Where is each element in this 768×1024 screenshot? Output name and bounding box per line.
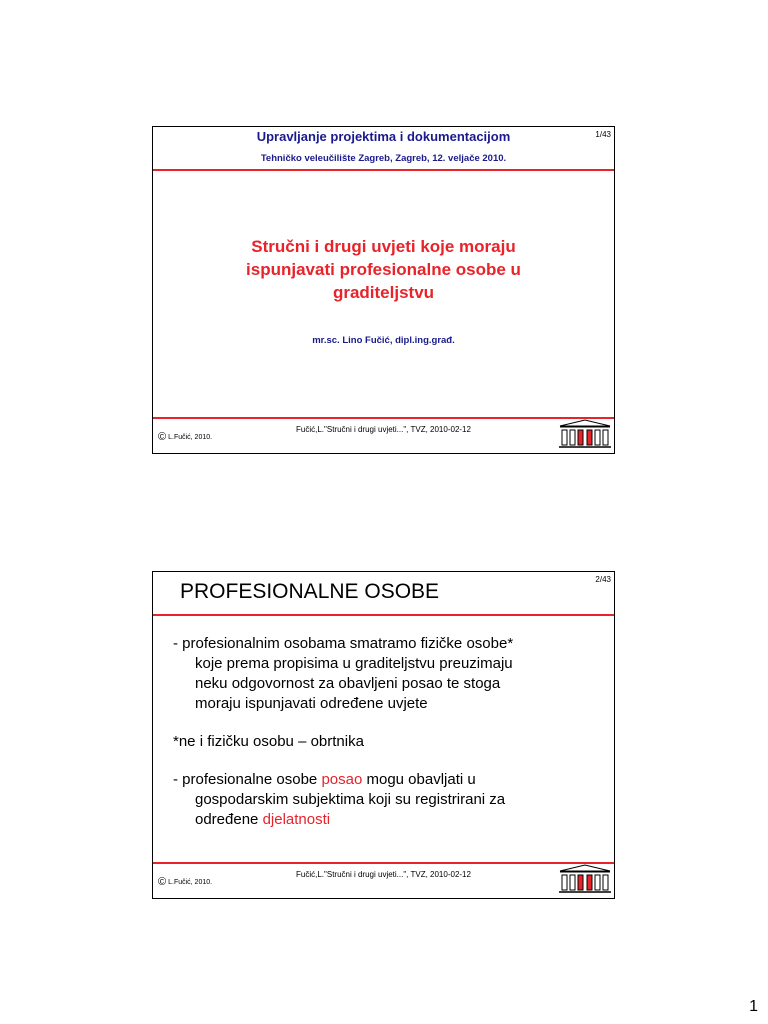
paragraph bbox=[173, 770, 602, 830]
paragraph bbox=[173, 634, 602, 714]
text-segment: mogu obavljati u bbox=[362, 771, 476, 788]
footer-divider bbox=[153, 862, 614, 864]
header-divider bbox=[153, 614, 614, 616]
presentation-title-line: ispunjavati profesionalne osobe u bbox=[246, 260, 521, 279]
paragraph bbox=[173, 732, 602, 752]
institution-logo-icon bbox=[557, 419, 613, 449]
course-title: Upravljanje projektima i dokumentacijom bbox=[256, 129, 511, 144]
sheet-page-number: 1 bbox=[749, 998, 758, 1015]
footer-reference: Fučić,L."Stručni i drugi uvjeti...", TVZ, 2010-02-12 bbox=[296, 870, 471, 879]
presentation-title bbox=[173, 235, 594, 304]
slide-2 bbox=[152, 571, 615, 899]
paragraph-line: *ne i fizičku osobu – obrtnika bbox=[173, 733, 364, 750]
paragraph-line: moraju ispunjavati određene uvjete bbox=[195, 695, 428, 712]
presentation-title-line: Stručni i drugi uvjeti koje moraju bbox=[251, 237, 516, 256]
highlight-text: posao bbox=[321, 771, 363, 788]
footer-copyright-text: L.Fučić, 2010. bbox=[168, 434, 213, 441]
author: mr.sc. Lino Fučić, dipl.ing.građ. bbox=[312, 335, 455, 346]
copyright-icon: © bbox=[158, 431, 167, 443]
page-number: 2/43 bbox=[595, 575, 611, 584]
paragraph-line: koje prema propisima u graditeljstvu preuzimaju bbox=[195, 655, 513, 672]
page-number: 1/43 bbox=[595, 130, 611, 139]
paragraph-line bbox=[173, 771, 476, 788]
paragraph-line: gospodarskim subjektima koji su registrirani za bbox=[195, 791, 506, 808]
copyright-icon: © bbox=[158, 876, 167, 888]
slide-1 bbox=[152, 126, 615, 454]
text-segment: - profesionalne osobe bbox=[173, 771, 322, 788]
paragraph-line: neku odgovornost za obavljeni posao te stoga bbox=[195, 675, 501, 692]
footer-copyright-text: L.Fučić, 2010. bbox=[168, 879, 213, 886]
footer-divider bbox=[153, 417, 614, 419]
paragraph-line bbox=[173, 810, 602, 830]
slide-title: PROFESIONALNE OSOBE bbox=[180, 580, 440, 603]
course-subtitle: Tehničko veleučilište Zagreb, Zagreb, 12. veljače 2010. bbox=[260, 153, 507, 164]
header-divider bbox=[153, 169, 614, 171]
presentation-title-line: graditeljstvu bbox=[332, 283, 435, 302]
slide-body bbox=[173, 634, 602, 848]
institution-logo-icon bbox=[557, 864, 613, 894]
paragraph-line: - profesionalnim osobama smatramo fizičke osobe* bbox=[173, 635, 514, 652]
text-segment: određene bbox=[195, 811, 263, 828]
highlight-text: djelatnosti bbox=[262, 811, 331, 828]
footer-reference: Fučić,L."Stručni i drugi uvjeti...", TVZ, 2010-02-12 bbox=[296, 425, 471, 434]
